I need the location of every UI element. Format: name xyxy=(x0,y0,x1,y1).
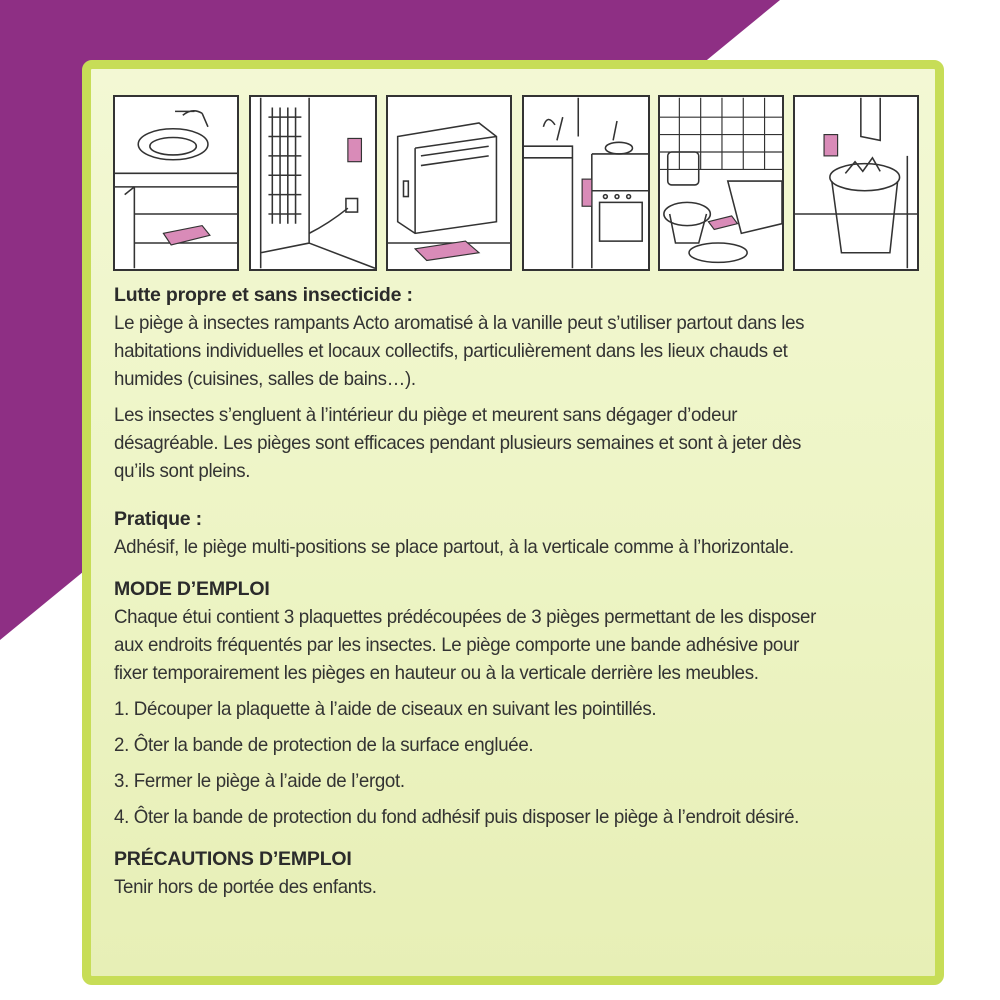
lutte-paragraph-1: Le piège à insectes rampants Acto aromatisé à la vanille peut s’utiliser partout dans les habitations individuelles et locaux collectifs, particulièrement dans les lieux chauds et humides (cuisines, salles de bains…). xyxy=(114,312,805,390)
mode-emploi-intro: Chaque étui contient 3 plaquettes prédécoupées de 3 pièges permettant de les disposer aux endroits fréquentés par les insectes. Le piège comporte une bande adhésive pour fixer temporairement les pièges en hauteur ou à la verticale derrière les meubles. xyxy=(114,606,817,684)
step-3: 3. Fermer le piège à l’aide de l’ergot. xyxy=(114,770,405,792)
trash-bin-icon xyxy=(795,97,917,269)
radiator-icon xyxy=(388,97,510,269)
section-heading-lutte: Lutte propre et sans insecticide : xyxy=(114,284,413,306)
step-4: 4. Ôter la bande de protection du fond adhésif puis disposer le piège à l’endroit désiré. xyxy=(114,806,800,828)
kitchen-stove-icon xyxy=(524,97,648,269)
instructions-text xyxy=(114,281,926,901)
trash-bin-illustration xyxy=(793,95,919,271)
step-2: 2. Ôter la bande de protection de la surface engluée. xyxy=(114,734,534,756)
bathroom-toilet-illustration xyxy=(658,95,784,271)
bathroom-toilet-icon xyxy=(660,97,782,269)
sink-cabinet-illustration xyxy=(113,95,239,271)
lutte-paragraph-2: Les insectes s’engluent à l’intérieur du piège et meurent sans dégager d’odeur désagréable. Les pièges sont efficaces pendant plusieurs semaines et sont à jeter dès qu’ils sont pleins. xyxy=(114,404,802,482)
radiator-illustration xyxy=(386,95,512,271)
refrigerator-illustration xyxy=(249,95,377,271)
refrigerator-icon xyxy=(251,97,375,269)
sink-cabinet-icon xyxy=(115,97,237,269)
pratique-paragraph: Adhésif, le piège multi-positions se place partout, à la verticale comme à l’horizontale. xyxy=(114,536,794,558)
precautions-paragraph: Tenir hors de portée des enfants. xyxy=(114,876,377,898)
section-heading-pratique: Pratique : xyxy=(114,508,202,530)
info-panel xyxy=(82,60,944,985)
illustration-row xyxy=(113,95,913,271)
step-1: 1. Découper la plaquette à l’aide de ciseaux en suivant les pointillés. xyxy=(114,698,657,720)
section-heading-precautions: PRÉCAUTIONS D’EMPLOI xyxy=(114,848,352,870)
section-heading-mode-emploi: MODE D’EMPLOI xyxy=(114,578,270,600)
kitchen-stove-illustration xyxy=(522,95,650,271)
